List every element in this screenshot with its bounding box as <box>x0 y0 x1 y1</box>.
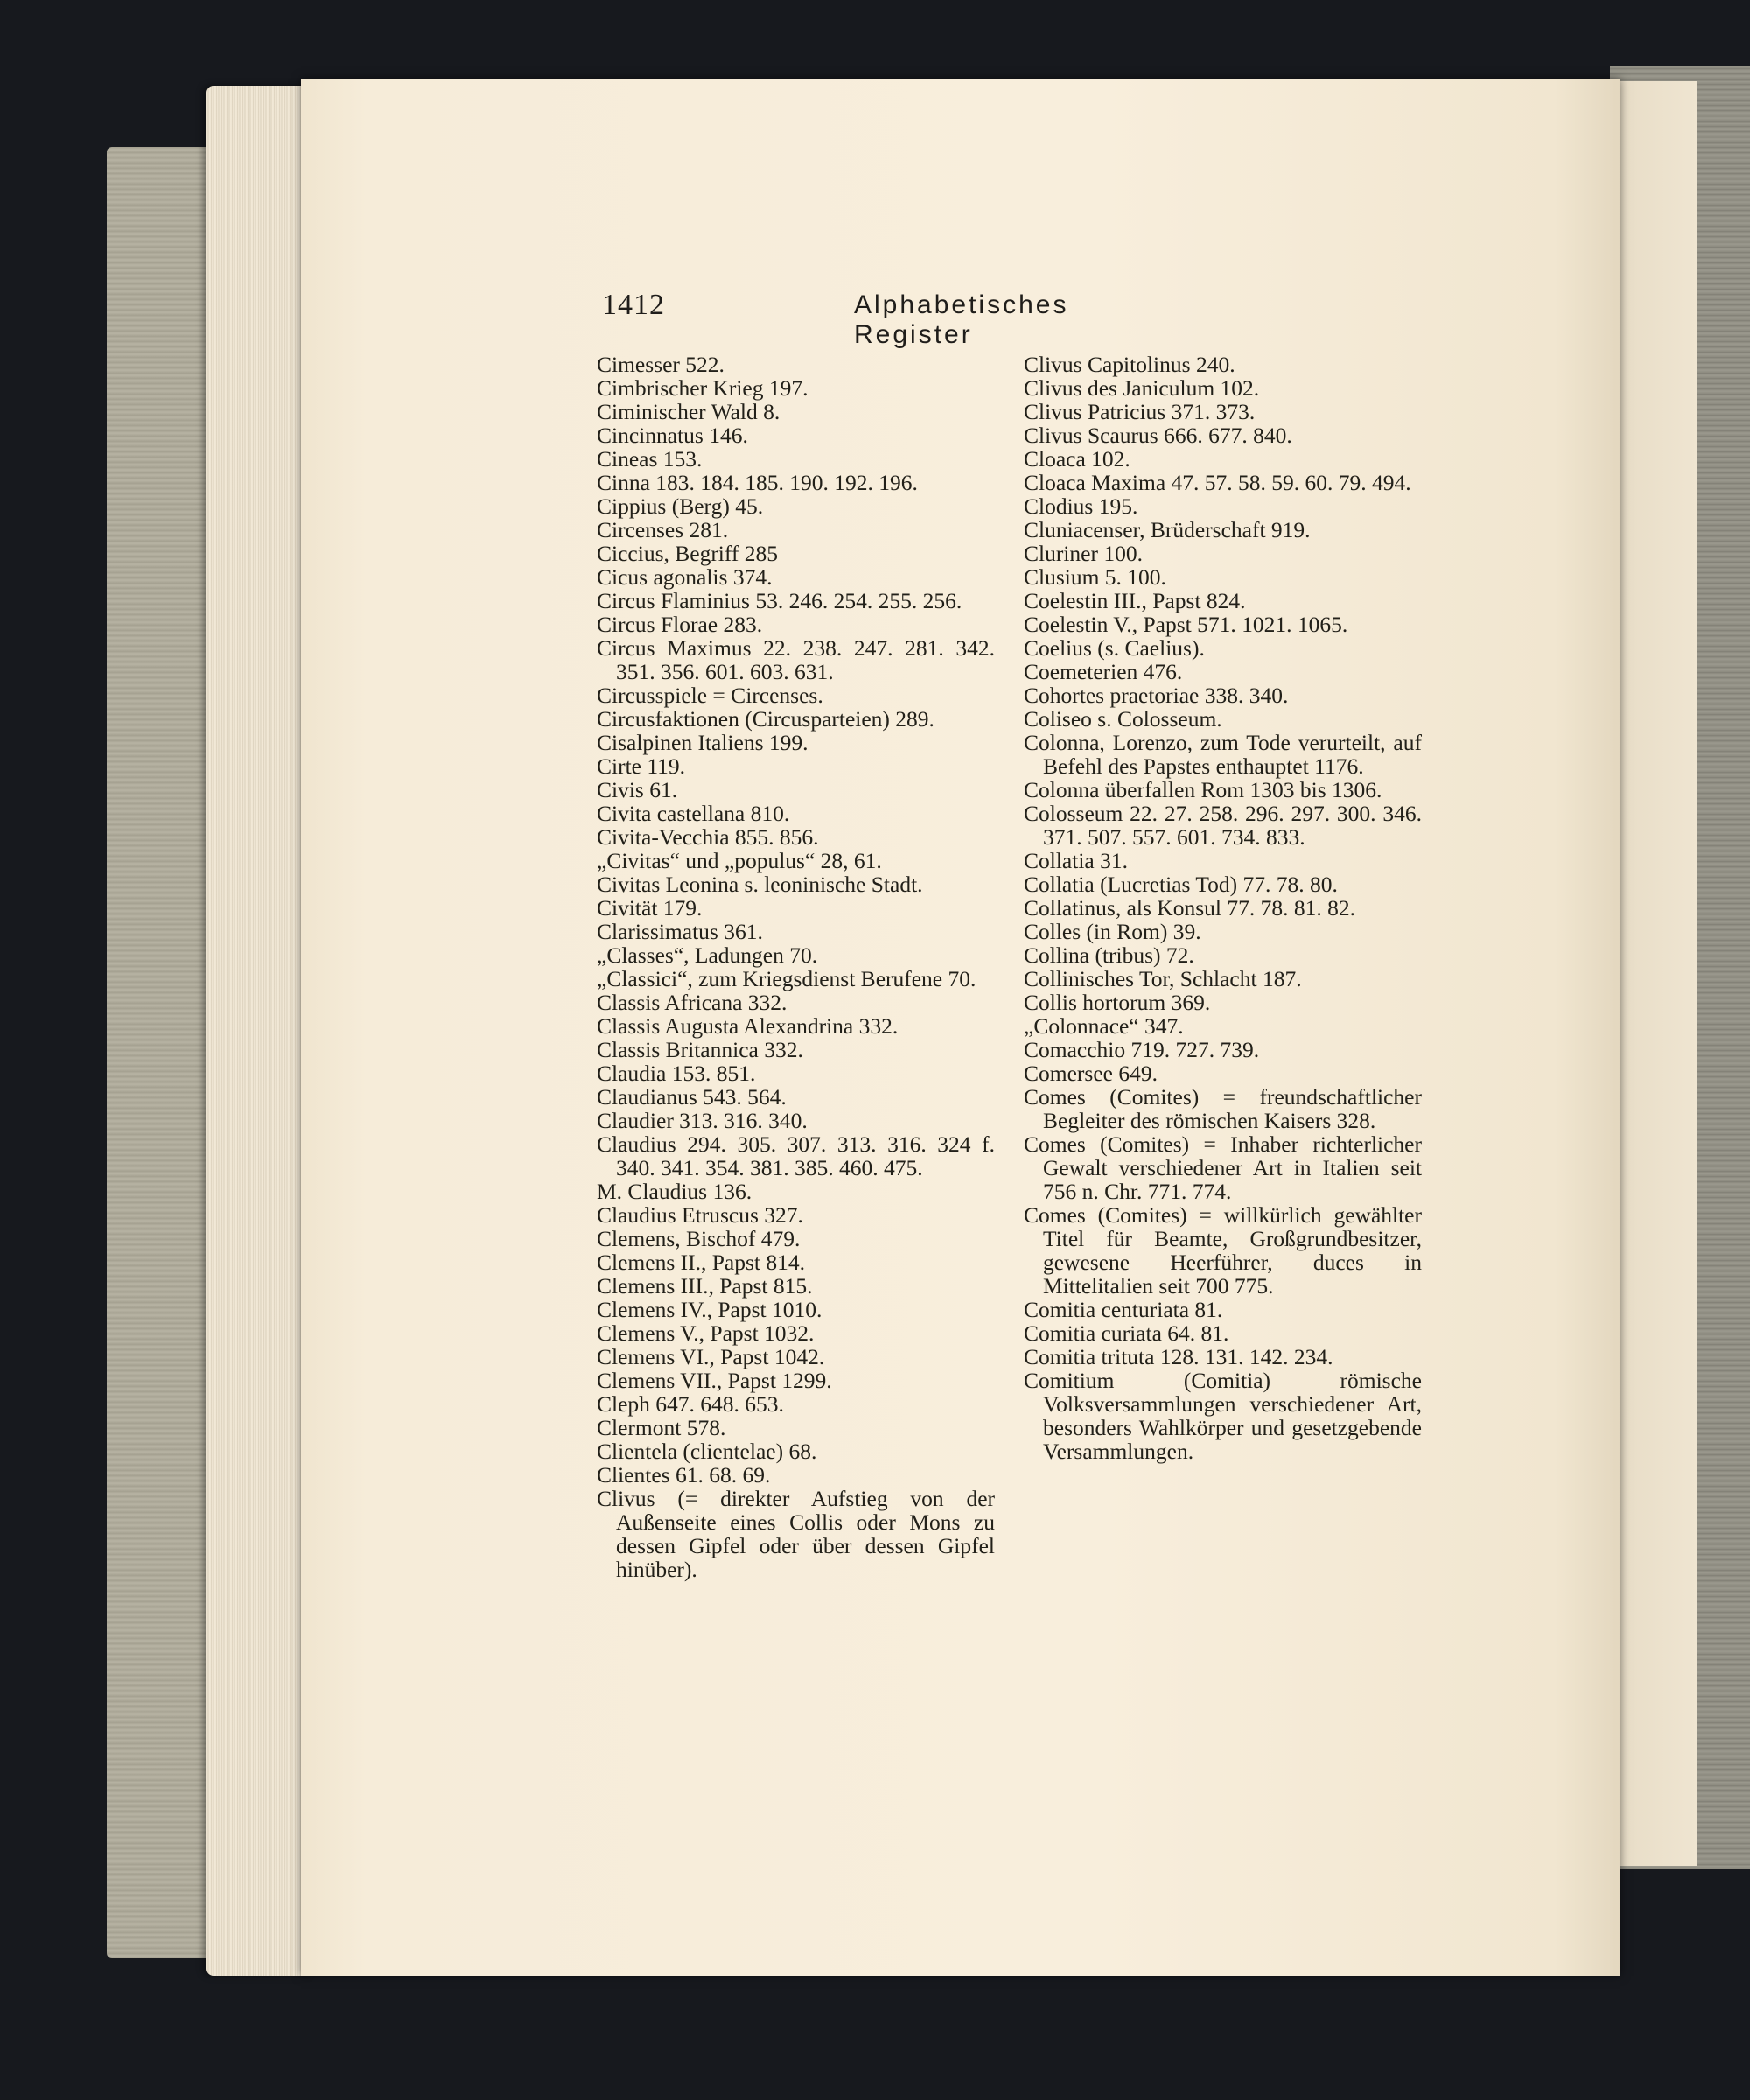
register-entry: Cippius (Berg) 45. <box>597 494 764 519</box>
register-entry: Clemens, Bischof 479. <box>597 1226 801 1251</box>
register-column-right <box>1024 353 1422 1463</box>
register-entry: Comitia centuriata 81. <box>1024 1297 1223 1322</box>
register-entry: Collinisches Tor, Schlacht 187. <box>1024 966 1302 991</box>
register-entry: Circus Maximus 22. 238. 247. 281. 342. 351. 356. 601. 603. 631. <box>597 635 995 684</box>
register-entry: Collina (tribus) 72. <box>1024 942 1194 968</box>
register-entry: Civitas Leonina s. leoninische Stadt. <box>597 872 923 897</box>
page-title: Alphabetisches Register <box>854 290 1069 349</box>
register-entry: Collatia 31. <box>1024 848 1128 873</box>
register-entry: Cleph 647. 648. 653. <box>597 1391 784 1417</box>
register-entry: Circenses 281. <box>597 517 729 542</box>
book-cover-left <box>107 147 220 1958</box>
register-entry: Ciccius, Begriff 285 <box>597 541 779 566</box>
register-entry: Civita castellana 810. <box>597 801 790 826</box>
register-entry: Cohortes praetoriae 338. 340. <box>1024 682 1289 708</box>
register-entry: Claudier 313. 316. 340. <box>597 1108 808 1133</box>
register-entry: Cloaca 102. <box>1024 446 1130 472</box>
register-entry: Comacchio 719. 727. 739. <box>1024 1037 1260 1062</box>
register-entry: Comitia curiata 64. 81. <box>1024 1320 1229 1346</box>
register-entry: Clivus (= direkter Aufstieg von der Außenseite eines Collis oder Mons zu dessen Gipfel oder über dessen Gipfel hinüber). <box>597 1486 995 1582</box>
register-entry: Coelius (s. Caelius). <box>1024 635 1205 661</box>
register-entry: Classis Augusta Alexandrina 332. <box>597 1013 899 1039</box>
register-entry: Clivus Patricius 371. 373. <box>1024 399 1256 424</box>
register-entry: Cincinnatus 146. <box>597 423 748 448</box>
register-entry: Colonna überfallen Rom 1303 bis 1306. <box>1024 777 1382 802</box>
register-entry: Comersee 649. <box>1024 1060 1158 1086</box>
register-entry: Civis 61. <box>597 777 678 802</box>
register-entry: Circus Florae 283. <box>597 612 763 637</box>
register-entry: Coelestin III., Papst 824. <box>1024 588 1246 613</box>
page-number: 1412 <box>602 289 665 321</box>
register-entry: Cinna 183. 184. 185. 190. 192. 196. <box>597 470 918 495</box>
register-entry: Collatinus, als Konsul 77. 78. 81. 82. <box>1024 895 1355 920</box>
register-entry: Clivus des Janiculum 102. <box>1024 375 1260 401</box>
register-entry: Cloaca Maxima 47. 57. 58. 59. 60. 79. 494. <box>1024 470 1411 495</box>
running-head <box>602 289 1171 349</box>
register-entry: Clemens VI., Papst 1042. <box>597 1344 825 1369</box>
register-entry: „Classes“, Ladungen 70. <box>597 942 818 968</box>
register-entry: Collatia (Lucretias Tod) 77. 78. 80. <box>1024 872 1338 897</box>
page-edges <box>206 86 312 1976</box>
register-entry: „Civitas“ und „populus“ 28, 61. <box>597 848 882 873</box>
register-entry: Clientes 61. 68. 69. <box>597 1462 771 1488</box>
register-entry: Circusfaktionen (Circusparteien) 289. <box>597 706 934 732</box>
register-entry: Coelestin V., Papst 571. 1021. 1065. <box>1024 612 1348 637</box>
register-entry: Clientela (clientelae) 68. <box>597 1438 817 1464</box>
register-column-left <box>597 353 995 1581</box>
register-entry: Colles (in Rom) 39. <box>1024 919 1201 944</box>
register-entry: Comes (Comites) = willkürlich gewählter Titel für Beamte, Großgrundbesitzer, gewesene Heerführer, duces in Mittelitalien seit 700 775. <box>1024 1202 1422 1298</box>
register-entry: Cirte 119. <box>597 753 686 779</box>
register-entry: Classis Africana 332. <box>597 990 788 1015</box>
register-entry: Clermont 578. <box>597 1415 726 1440</box>
register-entry: Comes (Comites) = Inhaber richterlicher Gewalt verschiedener Art in Italien seit 756 n. Chr. 771. 774. <box>1024 1131 1422 1204</box>
register-entry: „Colonnace“ 347. <box>1024 1013 1184 1039</box>
register-entry: Claudius Etruscus 327. <box>597 1202 803 1228</box>
register-entry: Comes (Comites) = freundschaftlicher Begleiter des römischen Kaisers 328. <box>1024 1084 1422 1133</box>
register-entry: Cicus agonalis 374. <box>597 564 773 590</box>
register-entry: Coliseo s. Colosseum. <box>1024 706 1222 732</box>
register-entry: Clivus Capitolinus 240. <box>1024 352 1236 377</box>
register-entry: Circusspiele = Circenses. <box>597 682 823 708</box>
register-entry: Classis Britannica 332. <box>597 1037 803 1062</box>
register-entry: Claudia 153. 851. <box>597 1060 756 1086</box>
register-entry: Civität 179. <box>597 895 703 920</box>
facing-page-edge <box>1610 80 1698 1866</box>
register-entry: Civita-Vecchia 855. 856. <box>597 824 819 850</box>
register-entry: Claudianus 543. 564. <box>597 1084 787 1110</box>
register-entry: Clemens V., Papst 1032. <box>597 1320 815 1346</box>
register-entry: M. Claudius 136. <box>597 1179 752 1204</box>
register-entry: Cimbrischer Krieg 197. <box>597 375 808 401</box>
register-entry: „Classici“, zum Kriegsdienst Berufene 70. <box>597 966 976 991</box>
register-entry: Claudius 294. 305. 307. 313. 316. 324 f. 340. 341. 354. 381. 385. 460. 475. <box>597 1131 995 1180</box>
register-entry: Colonna, Lorenzo, zum Tode verurteilt, auf Befehl des Papstes enthauptet 1176. <box>1024 730 1422 779</box>
register-entry: Collis hortorum 369. <box>1024 990 1211 1015</box>
register-entry: Clodius 195. <box>1024 494 1138 519</box>
register-entry: Clemens IV., Papst 1010. <box>597 1297 822 1322</box>
register-entry: Cluniacenser, Brüderschaft 919. <box>1024 517 1311 542</box>
register-entry: Cluriner 100. <box>1024 541 1143 566</box>
register-entry: Clivus Scaurus 666. 677. 840. <box>1024 423 1292 448</box>
register-entry: Clemens II., Papst 814. <box>597 1250 805 1275</box>
register-entry: Coemeterien 476. <box>1024 659 1183 684</box>
register-entry: Comitium (Comitia) römische Volksversammlungen verschiedener Art, besonders Wahlkörper und gesetzgebende Versammlungen. <box>1024 1368 1422 1464</box>
register-entry: Colosseum 22. 27. 258. 296. 297. 300. 346. 371. 507. 557. 601. 734. 833. <box>1024 801 1422 850</box>
register-entry: Cineas 153. <box>597 446 703 472</box>
register-entry: Ciminischer Wald 8. <box>597 399 780 424</box>
register-entry: Circus Flaminius 53. 246. 254. 255. 256. <box>597 588 962 613</box>
register-entry: Comitia trituta 128. 131. 142. 234. <box>1024 1344 1334 1369</box>
register-entry: Cimesser 522. <box>597 352 724 377</box>
register-entry: Clusium 5. 100. <box>1024 564 1166 590</box>
register-entry: Clarissimatus 361. <box>597 919 763 944</box>
register-entry: Clemens VII., Papst 1299. <box>597 1368 832 1393</box>
register-entry: Clemens III., Papst 815. <box>597 1273 813 1298</box>
register-entry: Cisalpinen Italiens 199. <box>597 730 808 755</box>
